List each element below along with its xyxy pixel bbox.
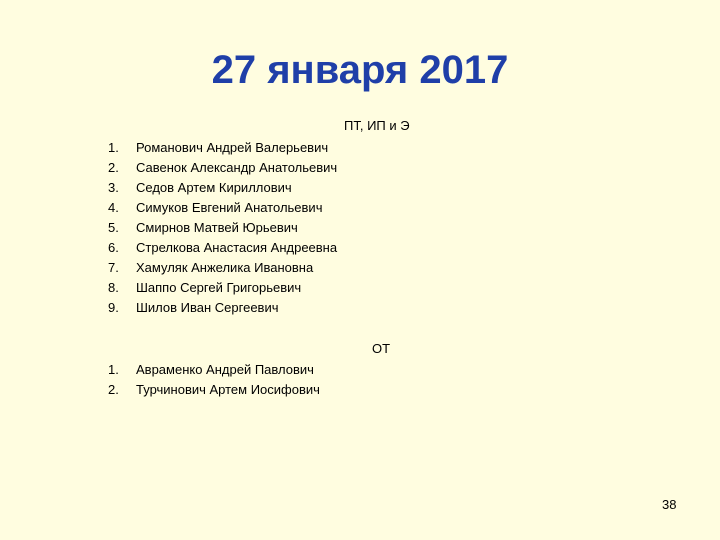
- item-number: 4.: [108, 200, 119, 215]
- student-name: Хамуляк Анжелика Ивановна: [136, 260, 314, 275]
- item-number: 2.: [108, 382, 119, 397]
- student-name: Смирнов Матвей Юрьевич: [136, 220, 298, 235]
- item-number: 2.: [108, 160, 119, 175]
- student-name: Стрелкова Анастасия Андреевна: [136, 240, 338, 255]
- student-name: Савенок Александр Анатольевич: [136, 160, 338, 175]
- student-name: Романович Андрей Валерьевич: [136, 140, 329, 155]
- group-heading-ot: ОТ: [372, 341, 391, 356]
- item-number: 3.: [108, 180, 119, 195]
- item-number: 5.: [108, 220, 119, 235]
- item-number: 7.: [108, 260, 119, 275]
- item-number: 8.: [108, 280, 119, 295]
- group-heading-pt-ip-e: ПТ, ИП и Э: [344, 118, 410, 133]
- student-name: Авраменко Андрей Павлович: [136, 362, 314, 377]
- page-number: 38: [662, 497, 677, 512]
- slide-title: 27 января 2017: [211, 48, 509, 92]
- student-name: Шаппо Сергей Григорьевич: [136, 280, 302, 295]
- item-number: 1.: [108, 362, 119, 377]
- student-name: Турчинович Артем Иосифович: [136, 382, 320, 397]
- student-name: Симуков Евгений Анатольевич: [136, 200, 323, 215]
- item-number: 1.: [108, 140, 119, 155]
- item-number: 6.: [108, 240, 119, 255]
- student-name: Седов Артем Кириллович: [136, 180, 292, 195]
- student-name: Шилов Иван Сергеевич: [136, 300, 279, 315]
- item-number: 9.: [108, 300, 119, 315]
